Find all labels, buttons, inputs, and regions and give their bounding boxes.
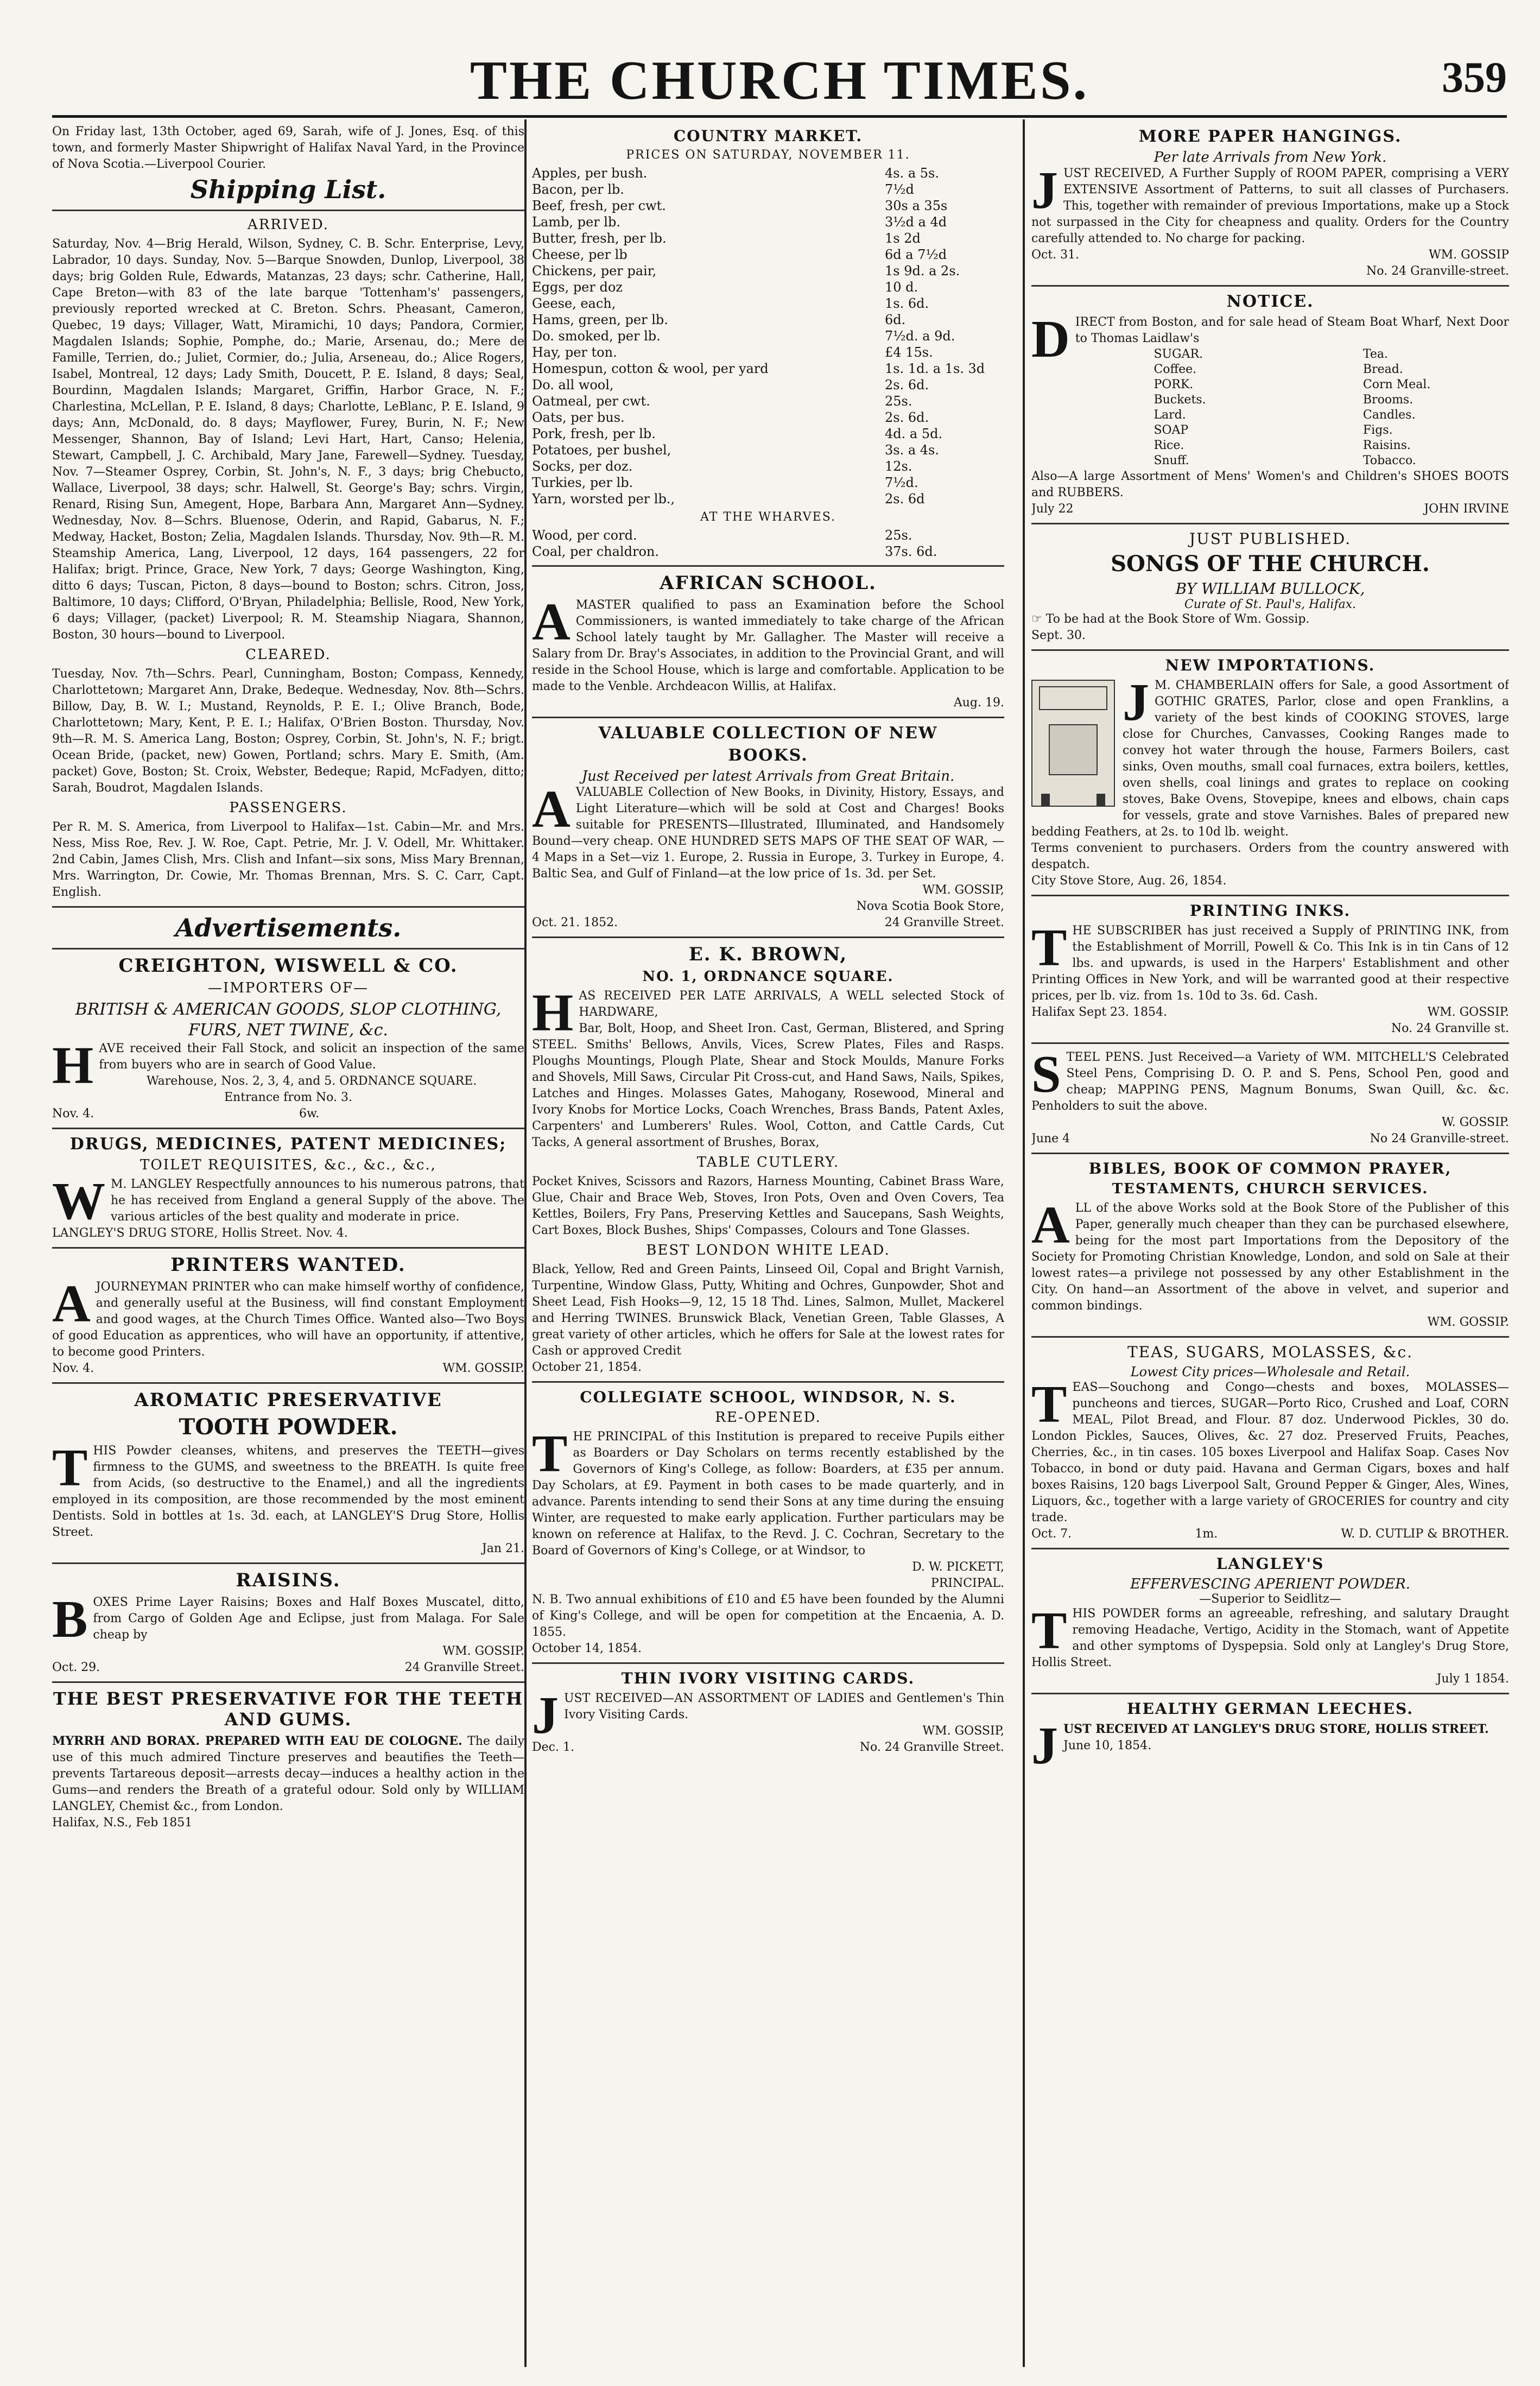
divider — [1031, 1548, 1509, 1549]
price-item: Do. all wool, — [532, 377, 614, 393]
ad-date: July 22 — [1031, 502, 1074, 516]
ad-body: TEEL PENS. Just Received—a Variety of WM. MITCHELL'S Celebrated Steel Pens, Comprising D. O. P. and S. Pens, School Pen, good and cheap; MAPPING PENS, Magnum Bonums, Swan Quill, &c. &c. Penholders to suit the above. — [1031, 1050, 1509, 1113]
ad-body: HE PRINCIPAL of this Institution is prepared to receive Pupils either as Boarders or Day Scholars on terms recently established by the Governors of King's College, as follow: Boarders, at £35 per annum. Day Scholars, at £9. Payment in both cases to be made quarterly, and in advance. Parents intending to send their Sons at any time during the ensuing Winter, are requested to make early application. Further particulars may be known on reference at Halifax, to the Revd. J. C. Cochran, Secretary to the Board of Governors of King's College, or at Windsor, to — [532, 1430, 1004, 1558]
price-row — [532, 377, 1004, 393]
ad-subtitle: TESTAMENTS, CHURCH SERVICES. — [1112, 1181, 1429, 1197]
price-value: 6d a 7½d — [885, 247, 947, 262]
ad-store: City Stove Store, Aug. 26, 1854. — [1031, 874, 1227, 888]
price-item: Yarn, worsted per lb., — [532, 491, 675, 507]
ad-date: Oct. 21. 1852. — [532, 916, 618, 929]
divider — [52, 1562, 524, 1564]
price-row — [532, 344, 1004, 360]
ad-title: NEW IMPORTATIONS. — [1165, 656, 1376, 674]
drop-cap: J — [1123, 673, 1149, 732]
ad-title: NOTICE. — [1226, 292, 1314, 311]
goods-item: Brooms. — [1362, 393, 1414, 407]
price-item: Apples, per bush. — [532, 166, 648, 181]
drugs-ad — [52, 1135, 524, 1242]
drop-cap: T — [532, 1425, 568, 1483]
drop-cap: T — [1031, 1602, 1067, 1660]
ad-signature: WM. GOSSIP. — [1427, 1005, 1509, 1019]
price-value: 7½d — [885, 182, 914, 197]
price-value: 3s. a 4s. — [885, 442, 939, 458]
price-value: 4s. a 5s. — [885, 166, 939, 181]
ad-title: SONGS OF THE CHURCH. — [1111, 551, 1430, 577]
divider — [52, 1247, 524, 1249]
ad-intro: AS RECEIVED PER LATE ARRIVALS, A WELL selected Stock of HARDWARE, — [579, 989, 1004, 1019]
goods-item: Snuff. — [1154, 454, 1189, 467]
drop-cap: T — [1031, 1375, 1067, 1434]
bibles-ad — [1031, 1160, 1509, 1331]
page-number: 359 — [1442, 54, 1507, 102]
ad-title: MORE PAPER HANGINGS. — [1138, 127, 1402, 146]
divider — [52, 210, 524, 211]
goods-list-left — [1154, 347, 1206, 469]
divider — [532, 717, 1004, 718]
arrived-heading: ARRIVED. — [247, 217, 329, 233]
ad-title: RAISINS. — [236, 1569, 341, 1591]
divider — [52, 1382, 524, 1384]
goods-item: Raisins. — [1362, 439, 1411, 452]
ad-date: Halifax Sept 23. 1854. — [1031, 1005, 1168, 1019]
raisins-ad — [52, 1569, 524, 1676]
ad-date: Oct. 29. — [52, 1661, 100, 1674]
price-item: Homespun, cotton & wool, per yard — [532, 361, 769, 376]
ad-lead: Black, Yellow, Red and Green Paints, Linseed Oil, Copal and Bright Varnish, Turpentine, Window Glass, Putty, Whiting and Ochres, Gunpowder, Shot and Sheet Lead, Fish Hooks—9, 12, 15 18 Thd. Lines, Salmon, Mullet, Mackerel and Herring TWINES. Brunswick Black, Venetian Green, Table Glasses, A great variety of other articles, which he offers for Sale at the lowest rates for Cash or approved Credit — [532, 1263, 1004, 1358]
printers-wanted-ad — [52, 1254, 524, 1377]
ad-title: LANGLEY'S — [1216, 1555, 1324, 1573]
goods-item: Tea. — [1362, 347, 1388, 361]
ad-address: 24 Granville Street. — [884, 916, 1004, 929]
ad-body: EAS—Souchong and Congo—chests and boxes, MOLASSES—puncheons and tierces, SUGAR—Porto Rico, Crushed and Loaf, CORN MEAL, Pilot Bread, and Flour. 87 doz. Underwood Pickles, 30 do. London Pickles, Sauces, Olives, &c. 27 doz. Preserved Fruits, Peaches, Cherries, &c., in tin cases. 105 boxes Liverpool and Halifax Soap. Cases Nov Tobacco, in bond or duty paid. Havana and German Cigars, boxes and half boxes Raisins, 120 bags Liverpool Salt, Ground Pepper & Ginger, Ales, Wines, Liquors, &c., together with a large variety of GROCERIES for country and city trade. — [1031, 1381, 1509, 1524]
ad-body: HE SUBSCRIBER has just received a Supply of PRINTING INK, from the Establishment of Morrill, Powell & Co. This Ink is in tin Cans of 12 lbs. and upwards, is used in the Harpers' Establishment and other Printing Offices in New York, and will be warranted good at their respective prices, per lb. viz. from 1s. 10d to 3s. 6d. Cash. — [1031, 924, 1509, 1003]
ad-signature: WM. GOSSIP. — [1427, 1315, 1509, 1329]
german-leeches-ad — [1031, 1700, 1509, 1775]
wharves-table — [532, 527, 1004, 560]
creighton-ad — [52, 955, 524, 1122]
paper-hangings-ad — [1031, 127, 1509, 280]
advertisements-heading: Advertisements. — [175, 913, 402, 942]
column-2 — [532, 124, 1004, 2371]
ad-body: HIS Powder cleanses, whitens, and preserves the TEETH—gives firmness to the GUMS, and sweetness to the BREATH. Is quite free from Acids, (so destructive to the Enamel,) and all the ingredients employed in its composition, are those recommended by the most eminent Dentists. Sold in bottles at 1s. 3d. each, at LANGLEY'S Drug Store, Hollis Street. — [52, 1444, 524, 1539]
drop-cap: S — [1031, 1045, 1061, 1104]
ad-body: OXES Prime Layer Raisins; Boxes and Half Boxes Muscatel, ditto, from Cargo of Golden Age and Eclipse, just from Malaga. For Sale cheap by — [93, 1596, 524, 1642]
price-value: 7½d. a 9d. — [885, 328, 955, 344]
aperient-powder-ad — [1031, 1555, 1509, 1687]
ad-body: UST RECEIVED AT LANGLEY'S DRUG STORE, HOLLIS STREET. — [1063, 1722, 1489, 1736]
ad-subtitle: Lowest City prices—Wholesale and Retail. — [1130, 1364, 1410, 1379]
divider — [1031, 1693, 1509, 1694]
price-row — [532, 181, 1004, 198]
ad-signature: WM. GOSSIP, — [922, 1724, 1004, 1738]
price-item: Coal, per chaldron. — [532, 544, 659, 559]
goods-item: SUGAR. — [1154, 347, 1203, 361]
ad-nb: N. B. Two annual exhibitions of £10 and £5 have been founded by the Alumni of King's College, and will be open for competition at the Encaenia, A. D. 1855. — [532, 1593, 1004, 1639]
price-row — [532, 279, 1004, 295]
price-value: 25s. — [885, 394, 912, 409]
ad-title: VALUABLE COLLECTION OF NEW — [598, 724, 938, 743]
ad-subtitle: TOILET REQUISITES, &c., &c., &c., — [140, 1157, 436, 1173]
drop-cap: H — [52, 1036, 94, 1095]
country-market — [532, 127, 1004, 560]
goods-item: Bread. — [1362, 363, 1403, 376]
price-item: Hay, per ton. — [532, 345, 617, 360]
divider — [1031, 1336, 1509, 1338]
ad-subtitle: RE-OPENED. — [715, 1409, 821, 1426]
price-value: 2s. 6d. — [885, 410, 929, 425]
price-item: Lamb, per lb. — [532, 214, 620, 230]
ad-date: Oct. 7. — [1031, 1527, 1072, 1541]
ad-signature: WM. GOSSIP — [1429, 248, 1509, 262]
goods-list-right — [1363, 347, 1430, 469]
column-3 — [1031, 124, 1509, 2371]
cleared-heading: CLEARED. — [245, 647, 331, 663]
ad-signature: D. W. PICKETT, — [912, 1560, 1004, 1574]
price-item: Potatoes, per bushel, — [532, 442, 671, 458]
valuable-books-ad — [532, 724, 1004, 931]
ad-subtitle: Per late Arrivals from New York. — [1154, 149, 1387, 166]
price-item: Cheese, per lb — [532, 247, 628, 262]
price-row — [532, 165, 1004, 181]
masthead — [52, 49, 1507, 109]
price-item: Eggs, per doz — [532, 280, 623, 295]
goods-item: Candles. — [1362, 408, 1416, 422]
songs-of-the-church-ad — [1031, 530, 1509, 644]
price-item: Beef, fresh, per cwt. — [532, 198, 666, 213]
ad-curate: Curate of St. Paul's, Halifax. — [1184, 598, 1357, 611]
divider — [1031, 1153, 1509, 1154]
ad-title: PRINTERS WANTED. — [170, 1254, 406, 1276]
ad-body: VALUABLE Collection of New Books, in Divinity, History, Essays, and Light Literature—which will be sold at Cost and Charges! Books suitable for PRESENTS—Illustrated, Illuminated, and Handsomely Bound—very cheap. ONE HUNDRED SETS MAPS OF THE SEAT OF WAR, —4 Maps in a Set—viz 1. Europe, 2. Russia in Europe, 3. Turkey in Europe, 4. Baltic Sea, and Gulf of Finland—at the low price of 1s. 3d. per Set. — [532, 786, 1004, 881]
lead-heading: BEST LONDON WHITE LEAD. — [646, 1242, 890, 1258]
ad-body: AVE received their Fall Stock, and solicit an inspection of the same from buyers who are in search of Good Value. — [99, 1042, 524, 1072]
goods-item: Lard. — [1154, 408, 1186, 422]
masthead-rule — [52, 115, 1507, 118]
ad-body: IRECT from Boston, and for sale head of Steam Boat Wharf, Next Door to Thomas Laidlaw's — [1075, 315, 1509, 345]
ad-title: COLLEGIATE SCHOOL, WINDSOR, N. S. — [580, 1388, 956, 1406]
ad-date: Dec. 1. — [532, 1741, 574, 1754]
ad-terms: Terms convenient to purchasers. Orders from the country answered with despatch. — [1031, 841, 1509, 871]
price-item: Turkies, per lb. — [532, 475, 633, 490]
price-row — [532, 246, 1004, 263]
divider — [532, 1662, 1004, 1664]
notice-ad — [1031, 292, 1509, 517]
price-row — [532, 543, 1004, 560]
price-row — [532, 458, 1004, 474]
passengers-text: Per R. M. S. America, from Liverpool to Halifax—1st. Cabin—Mr. and Mrs. Ness, Miss Roe, Rev. J. W. Roe, Capt. Petrie, Mr. J. V. Odell, Mr. Whittaker. 2nd Cabin, James Clish, Mrs. Clish and Infant—six sons, Miss Mary Brennan, Mrs. Warrington, Dr. Cowie, Mr. Thomas Brennan, Mrs. S. C. Carr, Capt. English. — [52, 820, 524, 899]
drop-cap: A — [1031, 1196, 1070, 1255]
ad-title: AROMATIC PRESERVATIVE — [134, 1389, 442, 1411]
best-preservative-ad — [52, 1688, 524, 1831]
ad-address: No 24 Granville-street. — [1370, 1132, 1509, 1145]
drop-cap: A — [52, 1275, 91, 1333]
price-row — [532, 442, 1004, 458]
drop-cap: H — [532, 984, 574, 1042]
ad-signature: WM. GOSSIP, — [922, 883, 1004, 897]
ad-goods: BRITISH & AMERICAN GOODS, SLOP CLOTHING, FURS, NET TWINE, &c. — [75, 1000, 502, 1040]
ad-warehouse: Warehouse, Nos. 2, 3, 4, and 5. ORDNANCE SQUARE. — [146, 1074, 477, 1088]
price-value: 4d. a 5d. — [885, 426, 943, 441]
ad-body: LL of the above Works sold at the Book Store of the Publisher of this Paper, generally much cheaper than they can be purchased elsewhere, being for the most part Importations from the Depository of the Society for Promoting Christian Knowledge, London, and sold on Sale at their lowest rates—a privilege not possessed by any other Establishment in the City. On hand—an Assortment of the above in velvet, and superior and common bindings. — [1031, 1201, 1509, 1313]
ad-address: No. 24 Granville st. — [1391, 1022, 1509, 1035]
collegiate-school-ad — [532, 1388, 1004, 1657]
price-item: Pork, fresh, per lb. — [532, 426, 656, 441]
price-item: Wood, per cord. — [532, 528, 637, 543]
ad-date: Oct. 31. — [1031, 248, 1080, 262]
divider — [1031, 895, 1509, 896]
price-value: 1s. 6d. — [885, 296, 929, 311]
price-value: 3½d a 4d — [885, 214, 947, 230]
column-rule-2 — [1023, 119, 1025, 2367]
divider — [532, 1381, 1004, 1383]
price-value: 12s. — [885, 459, 912, 474]
ad-body: UST RECEIVED, A Further Supply of ROOM PAPER, comprising a VERY EXTENSIVE Assortment of Patterns, to suit all classes of Purchasers. This, together with remainder of previous Importations, make up a Stock not surpassed in the City for cheapness and quality. Orders for the Country carefully attended to. No charge for packing. — [1031, 167, 1509, 245]
ad-signature: WM. GOSSIP. — [442, 1362, 524, 1375]
ad-address: No. 24 Granville Street. — [859, 1741, 1004, 1754]
new-importations-ad — [1031, 656, 1509, 889]
ad-date: October 21, 1854. — [532, 1360, 642, 1374]
ad-date: Nov. 4. — [52, 1362, 94, 1375]
ad-title-2: TOOTH POWDER. — [179, 1414, 398, 1440]
ad-title: BIBLES, BOOK OF COMMON PRAYER, — [1088, 1160, 1452, 1178]
ad-also: Also—A large Assortment of Mens' Women's and Children's SHOES BOOTS and RUBBERS. — [1031, 470, 1509, 499]
price-row — [532, 360, 1004, 377]
ad-signature-2: Nova Scotia Book Store, — [856, 900, 1004, 913]
cleared-text: Tuesday, Nov. 7th—Schrs. Pearl, Cunningham, Boston; Compass, Kennedy, Charlottetown; Margaret Ann, Drake, Bedeque. Wednesday, Nov. 8th—Schrs. Billow, Day, B. W. I.; Mustand, Reynolds, P. E. I.; Olive Branch, Bode, Charlottetown; Mary, Kent, P. E. I.; Halifax, O'Brien Boston. Thursday, Nov. 9th—R. M. S. America Lang, Boston; Osprey, Corbin, St. John's, N. F.; brigt. Ocean Bride, (packet, new) Gowen, Portland; schrs. Mary E. Smith, (Am. packet) Gove, Boston; St. Croix, Webster, Bedeque; Rapid, McFadyen, ditto; Sarah, Boudrot, Magdalen Islands. — [52, 667, 524, 795]
price-item: Oatmeal, per cwt. — [532, 394, 650, 409]
goods-item: Coffee. — [1154, 363, 1197, 376]
price-value: 10 d. — [885, 280, 918, 295]
price-value: 30s a 35s — [885, 198, 948, 213]
price-value: 25s. — [885, 528, 912, 543]
price-value: 6d. — [885, 312, 906, 327]
column-rule-1 — [524, 119, 527, 2367]
price-row — [532, 491, 1004, 507]
ad-title: THE BEST PRESERVATIVE FOR THE TEETH AND GUMS. — [53, 1688, 524, 1730]
cutlery-heading: TABLE CUTLERY. — [696, 1154, 840, 1170]
ad-code: 6w. — [299, 1107, 320, 1121]
ad-date: Sept. 30. — [1031, 629, 1086, 642]
price-row — [532, 426, 1004, 442]
price-item: Oats, per bus. — [532, 410, 625, 425]
divider — [1031, 649, 1509, 651]
goods-item: PORK. — [1154, 378, 1194, 391]
ad-address: No. 24 Granville-street. — [1366, 264, 1509, 278]
ad-title: CREIGHTON, WISWELL & CO. — [118, 955, 458, 977]
price-value: 1s. 1d. a 1s. 3d — [885, 361, 985, 376]
ad-body: To be had at the Book Store of Wm. Gossip. — [1045, 612, 1310, 626]
price-item: Hams, green, per lb. — [532, 312, 668, 327]
divider — [1031, 285, 1509, 287]
price-value: 37s. 6d. — [885, 544, 937, 559]
drop-cap: T — [52, 1439, 88, 1497]
wharves-heading: AT THE WHARVES. — [700, 510, 836, 524]
ad-body: HIS POWDER forms an agreeable, refreshing, and salutary Draught removing Headache, Vertigo, Acidity in the Stomach, want of Appetite and other symptoms of Dyspepsia. Sold only at Langley's Drug Store, Hollis Street. — [1031, 1607, 1509, 1669]
drop-cap: T — [1031, 919, 1067, 977]
goods-item: Buckets. — [1154, 393, 1206, 407]
steel-pens-ad — [1031, 1045, 1509, 1147]
price-row — [532, 409, 1004, 426]
drop-cap: A — [532, 593, 571, 651]
divider — [1031, 523, 1509, 524]
teas-sugars-ad — [1031, 1343, 1509, 1542]
price-value: £4 15s. — [885, 345, 933, 360]
price-value: 1s 9d. a 2s. — [885, 263, 960, 279]
stove-illustration-icon — [1031, 680, 1115, 807]
ad-superior: —Superior to Seidlitz— — [1199, 1592, 1341, 1606]
ad-code: 1m. — [1195, 1527, 1218, 1541]
tooth-powder-ad — [52, 1389, 524, 1557]
price-row — [532, 393, 1004, 409]
ad-subtitle: NO. 1, ORDNANCE SQUARE. — [642, 969, 894, 985]
drop-cap: W — [52, 1172, 105, 1231]
ad-signature: WM. GOSSIP. — [442, 1644, 524, 1658]
ad-signature: W. GOSSIP. — [1441, 1116, 1509, 1129]
arrived-text: Saturday, Nov. 4—Brig Herald, Wilson, Sydney, C. B. Schr. Enterprise, Levy, Labrador, 10 days. Sunday, Nov. 5—Barque Snowden, Dunlop, Liverpool, 38 days; brig Golden Rule, Edwards, Matanzas, 23 days; schr. Catherine, Hall, Cape Breton—with 83 of the late barque 'Tottenham's' passengers, previously reported wrecked at C. Breton. Schrs. Pheasant, Cameron, Quebec, 19 days; Villager, Watt, Miramichi, 10 days; Pandora, Cormier, Magdalen Islands; Sophie, Pomphe, do.; Marie, Arsenau, do.; Mere de Famille, Terrien, do.; Juliet, Cormier, do.; Julia, Arseneau, do.; Alice Rogers, Isabel, Montreal, 12 days; Lady Smith, Doucett, P. E. Island, 8 days; Seal, Bourdinn, Magdalen Islands; Margaret, Griffin, Harbor Grace, N. F.; Charlestina, McLellan, P. E. Island, 8 days; Charlotte, LeBlanc, P. E. Island, 9 days; Ann, McDonald, do. 8 days; Mayflower, Furey, Burin, N. F.; New Messenger, Shannon, Bay of Island; Levi Hart, Hart, Canso; Helenia, Stewart, Campbell, J. C. Archibald, Mary Jane, Farewell—Sydney. Tuesday, Nov. 7—Steamer Osprey, Corbin, St. John's, N. F., 3 days; brig Chebucto, Wallace, Liverpool, 38 days; schr. Halwell, St. George's Bay; schrs. Virgin, Renard, Rising Sun, Amegent, Hope, Barbara Ann, Margaret Ann—Sydney. Wednesday, Nov. 8—Schrs. Bluenose, Oderin, and Rapid, Gabarus, N. F.; Medway, Hacket, Boston; Zelia, Magdalen Islands. Thursday, Nov. 9th—R. M. Steamship America, Lang, Liverpool, 12 days, 164 passengers, 22 for Halifax; brigt. Prince, Grace, New York, 7 days; George Washington, King, ditto 6 days; Tuscan, Picton, 8 days—bound to Boston; schrs. Citron, Joss, Baltimore, 10 days; Clifford, O'Bryan, Philadelphia; Bellisle, Rood, New York, 6 days; Villager, (packet) Liverpool; R. M. Steamship Niagara, Shannon, Boston, 30 hours—bound to Liverpool. — [52, 237, 524, 642]
ad-title-2: BOOKS. — [728, 746, 808, 765]
ad-subtitle: MYRRH AND BORAX. PREPARED WITH EAU DE COLOGNE. — [52, 1734, 462, 1748]
ad-body: M. LANGLEY Respectfully announces to his numerous patrons, that he has received from England a general Supply of the above. The various articles of the best quality and moderate in price. — [111, 1178, 524, 1224]
price-row — [532, 328, 1004, 344]
visiting-cards-ad — [532, 1669, 1004, 1756]
market-title: COUNTRY MARKET. — [673, 127, 863, 145]
ad-label: JUST PUBLISHED. — [1189, 530, 1352, 548]
pointing-hand-icon: ☞ — [1031, 612, 1042, 626]
ad-date: June 4 — [1031, 1132, 1070, 1145]
divider — [532, 565, 1004, 567]
price-value: 7½d. — [885, 475, 918, 490]
ad-address: 24 Granville Street. — [404, 1661, 524, 1674]
ad-date: July 1 1854. — [1436, 1672, 1509, 1686]
ad-title: TEAS, SUGARS, MOLASSES, &c. — [1127, 1343, 1413, 1361]
ad-date: Nov. 4. — [52, 1107, 94, 1121]
price-value: 1s 2d — [885, 231, 921, 246]
price-item: Chickens, per pair, — [532, 263, 657, 279]
ad-title: PRINTING INKS. — [1189, 902, 1351, 920]
ad-date: Aug. 19. — [953, 696, 1004, 710]
price-row — [532, 295, 1004, 312]
price-value: 2s. 6d. — [885, 377, 929, 393]
price-row — [532, 527, 1004, 543]
price-row — [532, 198, 1004, 214]
ad-cutlery: Pocket Knives, Scissors and Razors, Harness Mounting, Cabinet Brass Ware, Glue, Chair and Brace Web, Stoves, Iron Pots, Oven and Oven Covers, Tea Kettles, Boilers, Fry Pans, Preserving Kettles and Saucepans, Sash Weights, Cart Boxes, Block Bushes, Ships' Compasses, Colours and Tone Glasses. — [532, 1175, 1004, 1237]
drop-cap: J — [1031, 1717, 1058, 1775]
price-row — [532, 230, 1004, 246]
divider — [52, 906, 524, 908]
ad-signature: JOHN IRVINE — [1424, 502, 1509, 516]
drop-cap: J — [532, 1686, 559, 1745]
divider — [52, 948, 524, 950]
ad-author: BY WILLIAM BULLOCK, — [1175, 580, 1365, 598]
price-table — [532, 165, 1004, 507]
ad-signature: W. D. CUTLIP & BROTHER. — [1341, 1527, 1509, 1541]
divider — [532, 936, 1004, 938]
ad-title: AFRICAN SCHOOL. — [660, 572, 877, 594]
ad-subtitle: Just Received per latest Arrivals from Great Britain. — [581, 768, 955, 784]
ad-body: MASTER qualified to pass an Examination before the School Commissioners, is wanted immediately to take charge of the African School lately taught by Mr. Gallagher. The Master will receive a Salary from Dr. Bray's Associates, in addition to the Provincial Grant, and will reside in the School House, which is large and comfortable. Application to be made to the Venble. Archdeacon Willis, at Halifax. — [532, 598, 1004, 693]
price-item: Bacon, per lb. — [532, 182, 624, 197]
ad-body: UST RECEIVED—AN ASSORTMENT OF LADIES and Gentlemen's Thin Ivory Visiting Cards. — [564, 1692, 1004, 1722]
printing-inks-ad — [1031, 902, 1509, 1037]
ad-subtitle: EFFERVESCING APERIENT POWDER. — [1130, 1576, 1410, 1592]
ad-body: M. CHAMBERLAIN offers for Sale, a good Assortment of GOTHIC GRATES, Parlor, close and open Franklins, a variety of the best kinds of COOKING STOVES, large close for Churches, Canvasses, Cooking Ranges made to convey hot water through the house, Farmers Boilers, cast sinks, Oven mouths, small coal furnaces, extra boilers, kettles, oven shells, coal linings and grates to replace on cooking stoves, Bake Ovens, Stovepipe, knees and elbows, chain caps for vessels, grate and stove Varnishes. Bales of prepared new bedding Feathers, at 2s. to 10d lb. weight. — [1031, 679, 1509, 839]
market-subtitle: PRICES ON SATURDAY, NOVEMBER 11. — [626, 148, 910, 162]
price-item: Geese, each, — [532, 296, 616, 311]
ad-title: HEALTHY GERMAN LEECHES. — [1127, 1700, 1414, 1718]
divider — [52, 1681, 524, 1683]
goods-item: Corn Meal. — [1362, 378, 1431, 391]
drop-cap: A — [532, 780, 571, 839]
passengers-heading: PASSENGERS. — [229, 800, 347, 816]
drop-cap: B — [52, 1590, 88, 1649]
price-row — [532, 214, 1004, 230]
ad-title: THIN IVORY VISITING CARDS. — [621, 1669, 915, 1687]
goods-item: SOAP — [1154, 423, 1189, 437]
divider — [52, 1128, 524, 1129]
price-row — [532, 474, 1004, 491]
ad-items: Bar, Bolt, Hoop, and Sheet Iron. Cast, German, Blistered, and Spring STEEL. Smiths' Bellows, Anvils, Vices, Screw Plates, Files and Rasps. Ploughs Mountings, Plough Plate, Shear and Stock Moulds, Manure Forks and Shovels, Mill Saws, Circular Pit Cross-cut, and Hand Saws, Nails, Spikes, Latches and Hinges. Molasses Gates, Mahogany, Rosewood, Mineral and Ivory Knobs for Mortice Locks, Coach Wrenches, Brass Bands, Patent Axles, Carpenters' and Lumberers' Rules. Wool, Cotton, and Cattle Cards, Cut Tacks, A general assortment of Brushes, Borax, — [532, 1022, 1004, 1149]
divider — [1031, 1042, 1509, 1044]
column-1 — [52, 124, 524, 2371]
goods-list — [1075, 347, 1509, 469]
goods-item: Tobacco. — [1362, 454, 1416, 467]
goods-item: Rice. — [1154, 439, 1184, 452]
ad-signature-2: PRINCIPAL. — [930, 1577, 1004, 1590]
ad-body: JOURNEYMAN PRINTER who can make himself worthy of confidence, and generally useful at the Business, will find constant Employment and good wages, at the Church Times Office. Wanted also—Two Boys of good Education as apprentices, who will have an opportunity, if attentive, to become good Printers. — [52, 1280, 524, 1359]
brown-hardware-ad — [532, 944, 1004, 1376]
ad-entrance: Entrance from No. 3. — [224, 1091, 353, 1104]
african-school-ad — [532, 572, 1004, 711]
price-item: Do. smoked, per lb. — [532, 328, 661, 344]
ad-date: June 10, 1854. — [1063, 1739, 1152, 1752]
drop-cap: D — [1031, 310, 1070, 369]
ad-subtitle: —IMPORTERS OF— — [207, 980, 369, 996]
ad-title: DRUGS, MEDICINES, PATENT MEDICINES; — [69, 1135, 507, 1154]
goods-item: Figs. — [1362, 423, 1393, 437]
ad-title: E. K. BROWN, — [688, 944, 848, 965]
ad-body: The daily use of this much admired Tincture preserves and beautifies the Teeth—prevents Tartareous deposit—arrests decay—induces a healthy action in the Gums—and renders the Breath of a grateful odour. Sold only by WILLIAM LANGLEY, Chemist &c., from London. — [52, 1735, 524, 1813]
ad-date: Halifax, N.S., Feb 1851 — [52, 1816, 193, 1830]
newspaper-title: THE CHURCH TIMES. — [470, 50, 1089, 111]
death-notice: On Friday last, 13th October, aged 69, Sarah, wife of J. Jones, Esq. of this town, and formerly Master Shipwright of Halifax Naval Yard, in the Province of Nova Scotia.—Liverpool Courier. — [52, 125, 524, 171]
ad-date: Jan 21. — [481, 1542, 524, 1555]
price-item: Butter, fresh, per lb. — [532, 231, 667, 246]
shipping-list-heading: Shipping List. — [190, 175, 386, 204]
ad-footer: LANGLEY'S DRUG STORE, Hollis Street. Nov. 4. — [52, 1226, 348, 1240]
price-row — [532, 263, 1004, 279]
price-value: 2s. 6d — [885, 491, 925, 507]
drop-cap: J — [1031, 161, 1058, 220]
price-row — [532, 312, 1004, 328]
price-item: Socks, per doz. — [532, 459, 633, 474]
ad-date: October 14, 1854. — [532, 1642, 642, 1655]
